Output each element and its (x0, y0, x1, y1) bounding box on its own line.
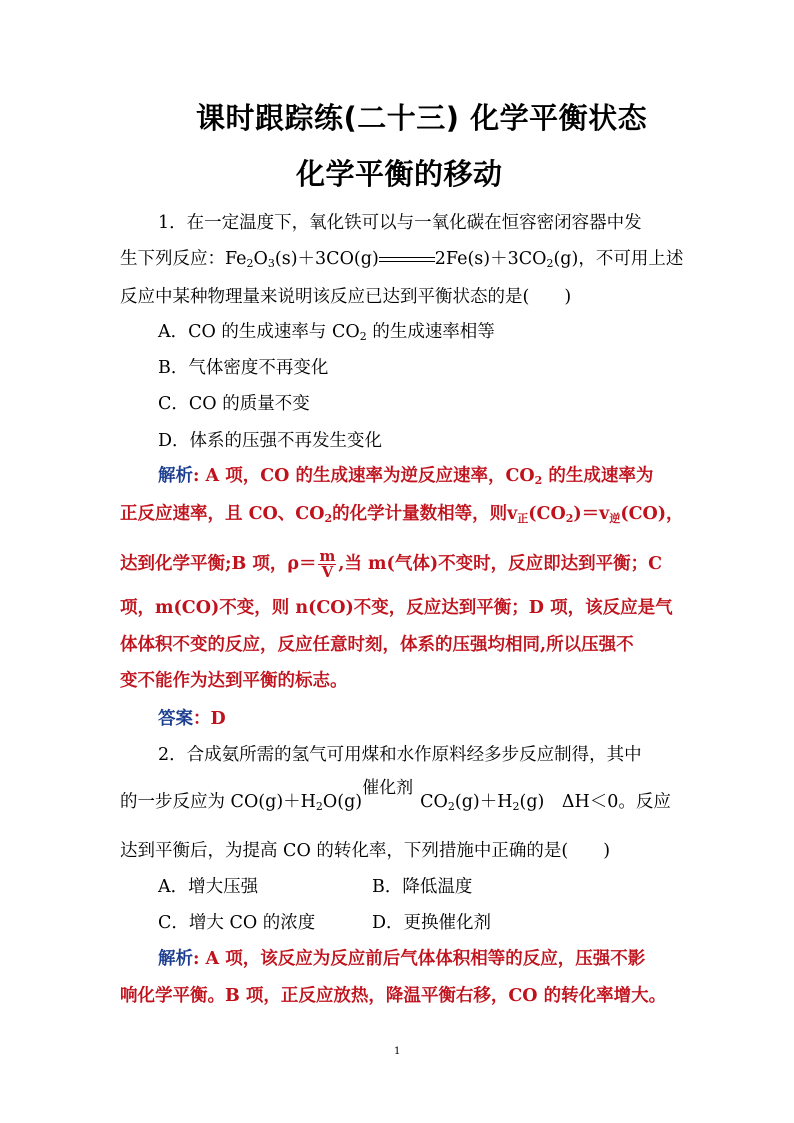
q2-option-b: B．降低温度 (372, 877, 473, 897)
q2-option-a: A．增大压强 (158, 877, 259, 897)
answer-label: 答案 (158, 709, 193, 729)
density-fraction: $\frac{m}{V}$ (319, 547, 336, 581)
q1-analysis-line-4: 项，m(CO)不变，则 n(CO)不变，反应达到平衡；D 项，该反应是气 (120, 598, 673, 618)
q1-analysis-line-5: 体体积不变的反应，反应任意时刻，体系的压强均相同,所以压强不 (120, 635, 634, 655)
q2-analysis-line-1: 解析: A 项，该反应为反应前后气体体积相等的反应，压强不影 (158, 949, 646, 969)
page-number: 1 (394, 1046, 401, 1057)
q1-answer: 答案：D (158, 709, 226, 729)
analysis-label: 解析 (158, 949, 193, 969)
q1-stem-line-3: 反应中某种物理量来说明该反应已达到平衡状态的是( ) (120, 287, 572, 307)
q1-stem-line-2: 生下列反应：$Fe_2O_3(s)+3CO(g)$ $2Fe(s)+3CO_2(g)$，不可用上述 (120, 249, 684, 270)
q1-analysis-line-6: 变不能作为达到平衡的标志。 (120, 671, 348, 691)
q1-analysis-line-3: 达到化学平衡;B 项，ρ＝ $\frac{m}{V}$ ,当 m(气体)不变时，反应即达到平衡；C (120, 547, 663, 581)
q2-stem-line-3: 达到平衡后，为提高 CO 的转化率，下列措施中正确的是( ) (120, 841, 611, 861)
q2-stem-line-1: 2．合成氨所需的氢气可用煤和水作原料经多步反应制得，其中 (158, 745, 642, 765)
q1-option-d: D．体系的压强不再发生变化 (158, 431, 383, 451)
q1-option-a: A．CO 的生成速率与 $CO_2$ 的生成速率相等 (158, 322, 495, 343)
q2-analysis-line-2: 响化学平衡。B 项，正反应放热，降温平衡右移，CO 的转化率增大。 (120, 986, 667, 1006)
q1-stem-line-1: 1．在一定温度下，氧化铁可以与一氧化碳在恒容密闭容器中发 (158, 213, 642, 233)
q2-option-c: C．增大 CO 的浓度 (158, 913, 316, 933)
q1-analysis-line-2: 正反应速率，且 CO、$CO_2$的化学计量数相等，则$v_正(CO_2)=v_逆(CO)$， (120, 504, 684, 525)
q1-option-b: B．气体密度不再变化 (158, 358, 329, 378)
title-line-2: 化学平衡的移动 (296, 157, 503, 191)
q1-analysis-line-1: 解析: A 项，CO 的生成速率为逆反应速率，$CO_2$ 的生成速率为 (158, 466, 654, 487)
q2-option-d: D．更换催化剂 (372, 913, 492, 933)
equilibrium-arrow-icon (379, 253, 435, 267)
q1-option-c: C．CO 的质量不变 (158, 394, 310, 414)
title-line-1: 课时跟踪练(二十三) 化学平衡状态 (196, 101, 648, 135)
analysis-label: 解析 (158, 466, 193, 486)
q2-stem-line-2: 的一步反应为 $CO(g)+H_2O(g)$ 催化剂 $CO_2(g)+H_2(g)$ ΔH＜0。反应 (120, 778, 671, 813)
